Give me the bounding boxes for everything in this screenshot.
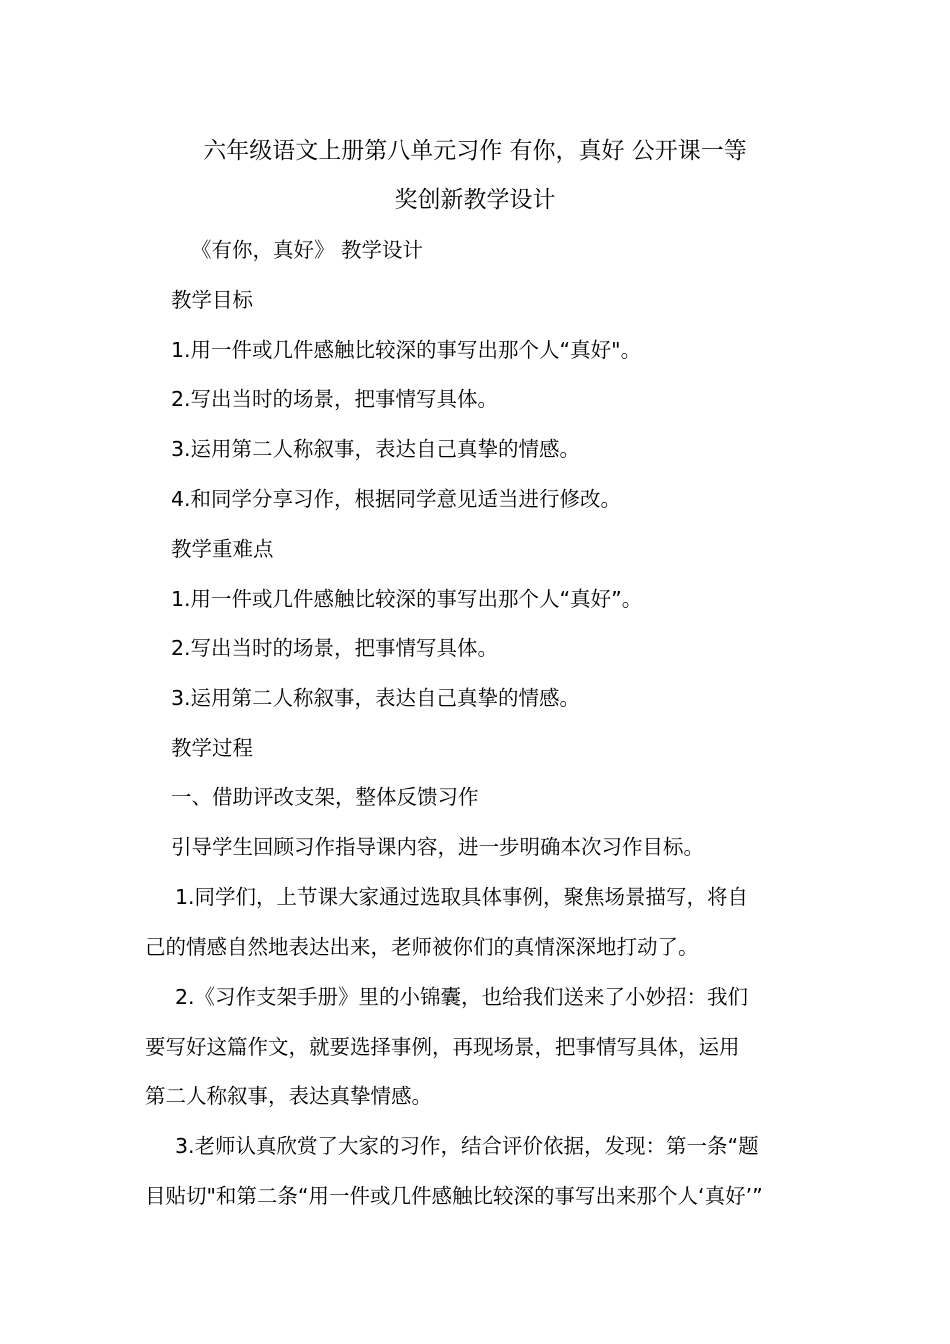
key-point-item: 2.写出当时的场景，把事情写具体。 [171,636,499,660]
paragraph-3-line: 目贴切"和第二条“用一件或几件感触比较深的事写出来那个人‘真好’” [145,1184,763,1208]
document-title-line-1: 六年级语文上册第八单元习作 有你，真好 公开课一等 [203,138,747,164]
section-1-intro: 引导学生回顾习作指导课内容，进一步明确本次习作目标。 [171,835,704,859]
goal-item: 3.运用第二人称叙事，表达自己真挚的情感。 [171,437,581,461]
goal-item: 2.写出当时的场景，把事情写具体。 [171,387,499,411]
lesson-subtitle: 《有你，真好》 教学设计 [191,238,424,262]
section-1-heading: 一、借助评改支架，整体反馈习作 [171,785,479,809]
goals-heading: 教学目标 [171,288,253,312]
document-title-line-2: 奖创新教学设计 [394,187,556,213]
process-heading: 教学过程 [171,736,253,760]
key-points-heading: 教学重难点 [171,537,274,561]
key-point-item: 3.运用第二人称叙事，表达自己真挚的情感。 [171,686,581,710]
paragraph-2-line: 2.《习作支架手册》里的小锦囊，也给我们送来了小妙招：我们 [175,985,749,1009]
paragraph-1-line: 1.同学们，上节课大家通过选取具体事例，聚焦场景描写，将自 [175,885,749,909]
key-point-item: 1.用一件或几件感触比较深的事写出那个人“真好”。 [171,587,643,611]
paragraph-3-line: 3.老师认真欣赏了大家的习作，结合评价依据，发现：第一条“题 [175,1134,759,1158]
paragraph-2-line: 要写好这篇作文，就要选择事例，再现场景，把事情写具体，运用 [145,1035,740,1059]
paragraph-1-line: 己的情感自然地表达出来，老师被你们的真情深深地打动了。 [145,935,699,959]
goal-item: 4.和同学分享习作，根据同学意见适当进行修改。 [171,487,622,511]
goal-item: 1.用一件或几件感触比较深的事写出那个人“真好"。 [171,338,642,362]
paragraph-2-line: 第二人称叙事，表达真挚情感。 [145,1084,432,1108]
